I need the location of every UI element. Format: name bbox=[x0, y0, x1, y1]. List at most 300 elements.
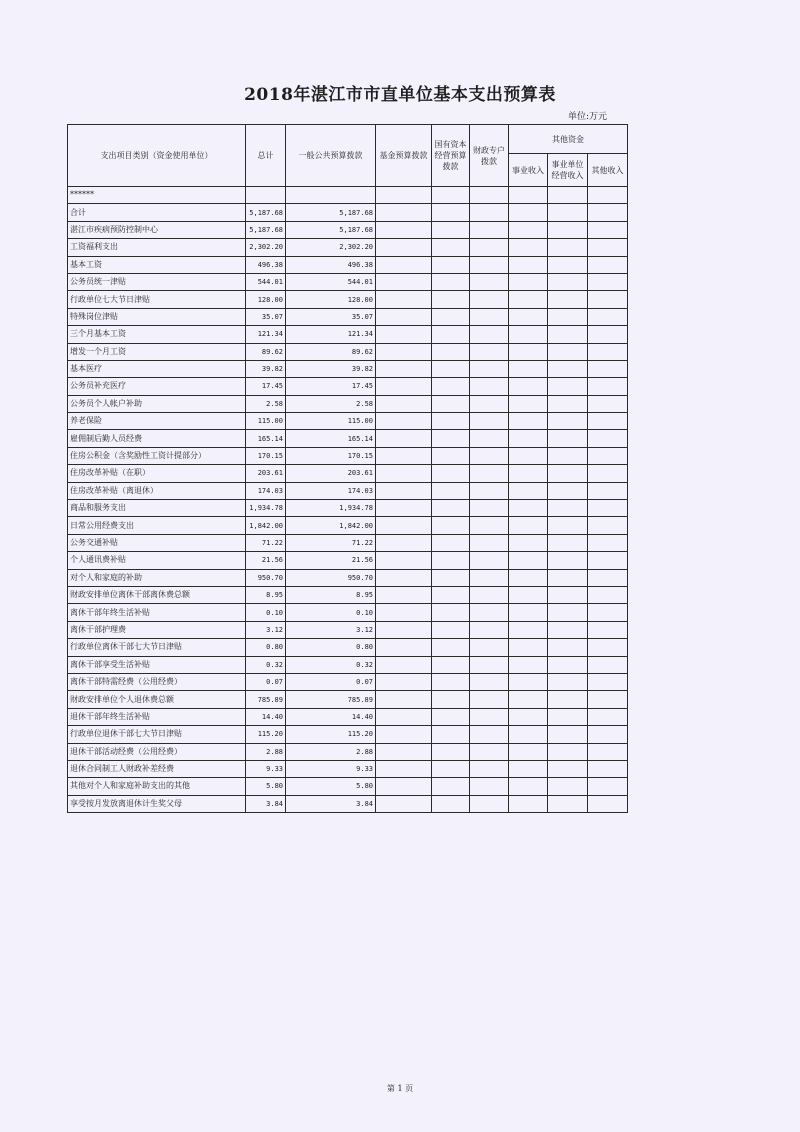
row-empty-cell bbox=[470, 204, 509, 221]
header-state-capital: 国有资本经营预算拨款 bbox=[432, 125, 470, 187]
table-body bbox=[68, 187, 628, 813]
row-category: ****** bbox=[68, 187, 246, 204]
row-empty-cell bbox=[548, 204, 588, 221]
row-general-budget: 1,842.00 bbox=[286, 517, 376, 534]
row-empty-cell bbox=[470, 291, 509, 308]
row-empty-cell bbox=[376, 326, 432, 343]
row-empty-cell bbox=[509, 239, 548, 256]
row-empty-cell bbox=[548, 239, 588, 256]
row-general-budget: 0.80 bbox=[286, 639, 376, 656]
row-general-budget: 3.84 bbox=[286, 795, 376, 812]
row-empty-cell bbox=[548, 256, 588, 273]
row-empty-cell bbox=[376, 360, 432, 377]
table-row bbox=[68, 239, 628, 256]
table-row bbox=[68, 187, 628, 204]
row-empty-cell bbox=[548, 447, 588, 464]
row-empty-cell bbox=[470, 691, 509, 708]
row-empty-cell bbox=[509, 395, 548, 412]
row-empty-cell bbox=[376, 343, 432, 360]
row-empty-cell bbox=[470, 726, 509, 743]
row-empty-cell bbox=[470, 447, 509, 464]
row-empty-cell bbox=[470, 221, 509, 238]
row-category: 离休干部享受生活补贴 bbox=[68, 656, 246, 673]
table-row bbox=[68, 482, 628, 499]
row-category: 三个月基本工资 bbox=[68, 326, 246, 343]
row-empty-cell bbox=[376, 708, 432, 725]
row-category: 退休干部活动经费（公用经费） bbox=[68, 743, 246, 760]
row-empty-cell bbox=[588, 413, 628, 430]
row-category: 合计 bbox=[68, 204, 246, 221]
row-empty-cell bbox=[588, 726, 628, 743]
row-general-budget: 35.07 bbox=[286, 308, 376, 325]
row-empty-cell bbox=[548, 343, 588, 360]
row-general-budget: 165.14 bbox=[286, 430, 376, 447]
row-empty-cell bbox=[432, 378, 470, 395]
row-empty-cell bbox=[588, 586, 628, 603]
row-category: 工资福利支出 bbox=[68, 239, 246, 256]
row-empty-cell bbox=[376, 308, 432, 325]
row-general-budget: 174.03 bbox=[286, 482, 376, 499]
row-empty-cell bbox=[432, 569, 470, 586]
row-category: 个人通讯费补贴 bbox=[68, 552, 246, 569]
table-row bbox=[68, 221, 628, 238]
row-empty-cell bbox=[470, 534, 509, 551]
row-empty-cell bbox=[509, 691, 548, 708]
row-empty-cell bbox=[588, 552, 628, 569]
row-general-budget: 0.10 bbox=[286, 604, 376, 621]
row-empty-cell bbox=[548, 430, 588, 447]
row-empty-cell bbox=[376, 273, 432, 290]
row-general-budget: 3.12 bbox=[286, 621, 376, 638]
row-empty-cell bbox=[376, 760, 432, 777]
row-general-budget: 17.45 bbox=[286, 378, 376, 395]
row-empty-cell bbox=[470, 708, 509, 725]
row-empty-cell bbox=[509, 273, 548, 290]
row-category: 商品和服务支出 bbox=[68, 500, 246, 517]
row-empty-cell bbox=[432, 273, 470, 290]
row-empty-cell bbox=[376, 517, 432, 534]
row-empty-cell bbox=[470, 273, 509, 290]
row-empty-cell bbox=[548, 760, 588, 777]
row-general-budget: 121.34 bbox=[286, 326, 376, 343]
row-empty-cell bbox=[509, 378, 548, 395]
row-total: 2.88 bbox=[246, 743, 286, 760]
row-empty-cell bbox=[548, 569, 588, 586]
row-empty-cell bbox=[432, 204, 470, 221]
row-total: 496.38 bbox=[246, 256, 286, 273]
row-category: 住房公积金（含奖励性工资计提部分） bbox=[68, 447, 246, 464]
row-empty-cell bbox=[548, 795, 588, 812]
row-category: 养老保险 bbox=[68, 413, 246, 430]
row-category: 退休合同制工人财政补差经费 bbox=[68, 760, 246, 777]
row-empty-cell bbox=[470, 604, 509, 621]
row-total: 3.84 bbox=[246, 795, 286, 812]
row-empty-cell bbox=[509, 795, 548, 812]
table-row bbox=[68, 500, 628, 517]
row-total: 544.01 bbox=[246, 273, 286, 290]
row-empty-cell bbox=[470, 639, 509, 656]
row-empty-cell bbox=[376, 378, 432, 395]
row-empty-cell bbox=[470, 413, 509, 430]
row-general-budget: 5.80 bbox=[286, 778, 376, 795]
row-general-budget: 71.22 bbox=[286, 534, 376, 551]
row-empty-cell bbox=[588, 673, 628, 690]
row-empty-cell bbox=[470, 778, 509, 795]
row-empty-cell bbox=[509, 517, 548, 534]
row-total: 5,187.68 bbox=[246, 221, 286, 238]
row-empty-cell bbox=[376, 569, 432, 586]
table-row bbox=[68, 360, 628, 377]
row-empty-cell bbox=[432, 726, 470, 743]
row-empty-cell bbox=[432, 465, 470, 482]
table-row bbox=[68, 256, 628, 273]
row-general-budget: 115.20 bbox=[286, 726, 376, 743]
row-empty-cell bbox=[548, 639, 588, 656]
row-general-budget: 170.15 bbox=[286, 447, 376, 464]
row-empty-cell bbox=[376, 430, 432, 447]
row-empty-cell bbox=[470, 465, 509, 482]
row-empty-cell bbox=[588, 447, 628, 464]
row-empty-cell bbox=[548, 221, 588, 238]
row-empty-cell bbox=[548, 726, 588, 743]
header-fund-budget: 基金预算拨款 bbox=[376, 125, 432, 187]
row-empty-cell bbox=[509, 639, 548, 656]
table-row bbox=[68, 343, 628, 360]
row-empty-cell bbox=[509, 778, 548, 795]
table-row bbox=[68, 639, 628, 656]
row-empty-cell bbox=[470, 482, 509, 499]
row-general-budget: 8.95 bbox=[286, 586, 376, 603]
row-empty-cell bbox=[470, 586, 509, 603]
row-total: 1,842.00 bbox=[246, 517, 286, 534]
row-empty-cell bbox=[376, 204, 432, 221]
table-row bbox=[68, 708, 628, 725]
row-empty-cell bbox=[509, 552, 548, 569]
table-row bbox=[68, 621, 628, 638]
row-empty-cell bbox=[432, 586, 470, 603]
page-number: 第 1 页 bbox=[386, 1084, 414, 1093]
row-general-budget: 5,187.68 bbox=[286, 204, 376, 221]
row-category: 离休干部特需经费（公用经费） bbox=[68, 673, 246, 690]
table-row bbox=[68, 291, 628, 308]
row-total: 128.00 bbox=[246, 291, 286, 308]
row-general-budget: 39.82 bbox=[286, 360, 376, 377]
row-empty-cell bbox=[470, 517, 509, 534]
row-empty-cell bbox=[588, 256, 628, 273]
row-empty-cell bbox=[432, 743, 470, 760]
row-empty-cell bbox=[509, 413, 548, 430]
row-total: 5,187.68 bbox=[246, 204, 286, 221]
row-empty-cell bbox=[588, 326, 628, 343]
row-general-budget: 544.01 bbox=[286, 273, 376, 290]
row-total: 9.33 bbox=[246, 760, 286, 777]
row-empty-cell bbox=[548, 187, 588, 204]
row-empty-cell bbox=[588, 534, 628, 551]
row-empty-cell bbox=[509, 308, 548, 325]
row-empty-cell bbox=[588, 308, 628, 325]
row-general-budget: 2,302.20 bbox=[286, 239, 376, 256]
row-empty-cell bbox=[470, 500, 509, 517]
row-empty-cell bbox=[432, 447, 470, 464]
row-category: 行政单位七大节日津贴 bbox=[68, 291, 246, 308]
row-general-budget: 14.40 bbox=[286, 708, 376, 725]
table-row bbox=[68, 552, 628, 569]
row-empty-cell bbox=[376, 413, 432, 430]
row-empty-cell bbox=[509, 221, 548, 238]
row-empty-cell bbox=[470, 621, 509, 638]
row-empty-cell bbox=[470, 656, 509, 673]
row-empty-cell bbox=[432, 517, 470, 534]
header-category: 支出项目类别（资金使用单位） bbox=[68, 125, 246, 187]
row-empty-cell bbox=[432, 500, 470, 517]
table-row bbox=[68, 326, 628, 343]
row-empty-cell bbox=[376, 395, 432, 412]
row-empty-cell bbox=[376, 604, 432, 621]
row-category: 对个人和家庭的补助 bbox=[68, 569, 246, 586]
row-empty-cell bbox=[588, 395, 628, 412]
row-empty-cell bbox=[470, 256, 509, 273]
row-empty-cell bbox=[548, 500, 588, 517]
table-row bbox=[68, 273, 628, 290]
row-general-budget: 2.88 bbox=[286, 743, 376, 760]
row-total: 115.00 bbox=[246, 413, 286, 430]
table-row bbox=[68, 795, 628, 812]
row-empty-cell bbox=[588, 343, 628, 360]
row-empty-cell bbox=[470, 239, 509, 256]
row-empty-cell bbox=[432, 639, 470, 656]
row-empty-cell bbox=[548, 743, 588, 760]
row-empty-cell bbox=[548, 604, 588, 621]
table-row bbox=[68, 378, 628, 395]
row-empty-cell bbox=[509, 343, 548, 360]
row-empty-cell bbox=[509, 621, 548, 638]
row-empty-cell bbox=[470, 760, 509, 777]
row-total: 0.32 bbox=[246, 656, 286, 673]
row-empty-cell bbox=[548, 621, 588, 638]
row-empty-cell bbox=[376, 621, 432, 638]
row-empty-cell bbox=[548, 360, 588, 377]
row-empty-cell bbox=[376, 239, 432, 256]
row-total: 115.20 bbox=[246, 726, 286, 743]
row-empty-cell bbox=[588, 204, 628, 221]
row-empty-cell bbox=[376, 256, 432, 273]
row-category: 享受按月发放离退休计生奖父母 bbox=[68, 795, 246, 812]
row-empty-cell bbox=[548, 465, 588, 482]
row-empty-cell bbox=[470, 343, 509, 360]
row-total: 170.15 bbox=[246, 447, 286, 464]
row-category: 离休干部年终生活补贴 bbox=[68, 604, 246, 621]
row-general-budget: 5,187.68 bbox=[286, 221, 376, 238]
row-empty-cell bbox=[588, 430, 628, 447]
row-empty-cell bbox=[509, 656, 548, 673]
row-total: 203.61 bbox=[246, 465, 286, 482]
row-general-budget: 203.61 bbox=[286, 465, 376, 482]
row-category: 离休干部护理费 bbox=[68, 621, 246, 638]
row-category: 其他对个人和家庭补助支出的其他 bbox=[68, 778, 246, 795]
row-empty-cell bbox=[509, 465, 548, 482]
row-empty-cell bbox=[509, 500, 548, 517]
row-general-budget: 128.00 bbox=[286, 291, 376, 308]
row-empty-cell bbox=[470, 552, 509, 569]
table-row bbox=[68, 534, 628, 551]
row-empty-cell bbox=[588, 273, 628, 290]
row-empty-cell bbox=[376, 656, 432, 673]
row-category: 行政单位退休干部七大节日津贴 bbox=[68, 726, 246, 743]
row-empty-cell bbox=[376, 447, 432, 464]
row-empty-cell bbox=[509, 569, 548, 586]
row-empty-cell bbox=[432, 604, 470, 621]
row-total: 0.10 bbox=[246, 604, 286, 621]
row-empty-cell bbox=[432, 708, 470, 725]
row-category: 公务员个人帐户补助 bbox=[68, 395, 246, 412]
header-other-income: 其他收入 bbox=[588, 154, 628, 187]
row-empty-cell bbox=[548, 778, 588, 795]
row-empty-cell bbox=[548, 413, 588, 430]
row-empty-cell bbox=[470, 378, 509, 395]
row-empty-cell bbox=[432, 187, 470, 204]
row-empty-cell bbox=[548, 586, 588, 603]
row-general-budget: 115.00 bbox=[286, 413, 376, 430]
row-empty-cell bbox=[376, 586, 432, 603]
row-empty-cell bbox=[376, 500, 432, 517]
row-empty-cell bbox=[470, 673, 509, 690]
row-category: 公务员统一津贴 bbox=[68, 273, 246, 290]
row-empty-cell bbox=[470, 308, 509, 325]
row-general-budget: 1,934.78 bbox=[286, 500, 376, 517]
row-empty-cell bbox=[470, 430, 509, 447]
row-empty-cell bbox=[376, 187, 432, 204]
row-category: 雇佣制后勤人员经费 bbox=[68, 430, 246, 447]
row-empty-cell bbox=[548, 291, 588, 308]
row-category: 住房改革补贴（离退休） bbox=[68, 482, 246, 499]
row-total bbox=[246, 187, 286, 204]
row-total: 165.14 bbox=[246, 430, 286, 447]
row-empty-cell bbox=[509, 256, 548, 273]
row-empty-cell bbox=[432, 691, 470, 708]
row-empty-cell bbox=[432, 673, 470, 690]
row-category: 基本工资 bbox=[68, 256, 246, 273]
row-empty-cell bbox=[588, 604, 628, 621]
row-category: 湛江市疾病预防控制中心 bbox=[68, 221, 246, 238]
row-empty-cell bbox=[376, 743, 432, 760]
table-row bbox=[68, 743, 628, 760]
row-empty-cell bbox=[548, 673, 588, 690]
row-empty-cell bbox=[376, 726, 432, 743]
row-empty-cell bbox=[432, 256, 470, 273]
row-empty-cell bbox=[548, 378, 588, 395]
row-empty-cell bbox=[432, 343, 470, 360]
row-empty-cell bbox=[588, 187, 628, 204]
row-empty-cell bbox=[588, 482, 628, 499]
row-empty-cell bbox=[509, 447, 548, 464]
row-empty-cell bbox=[470, 569, 509, 586]
row-empty-cell bbox=[548, 656, 588, 673]
row-general-budget: 9.33 bbox=[286, 760, 376, 777]
row-total: 785.89 bbox=[246, 691, 286, 708]
header-career-income: 事业收入 bbox=[509, 154, 548, 187]
row-empty-cell bbox=[376, 778, 432, 795]
row-empty-cell bbox=[432, 621, 470, 638]
unit-label: 单位:万元 bbox=[568, 112, 608, 122]
row-empty-cell bbox=[509, 360, 548, 377]
row-general-budget: 0.32 bbox=[286, 656, 376, 673]
row-general-budget: 0.07 bbox=[286, 673, 376, 690]
row-empty-cell bbox=[470, 743, 509, 760]
page-title: 2018年湛江市市直单位基本支出预算表 bbox=[244, 85, 556, 105]
row-total: 21.56 bbox=[246, 552, 286, 569]
row-empty-cell bbox=[432, 795, 470, 812]
row-empty-cell bbox=[432, 552, 470, 569]
row-general-budget bbox=[286, 187, 376, 204]
row-empty-cell bbox=[588, 621, 628, 638]
row-category: 公务交通补贴 bbox=[68, 534, 246, 551]
row-empty-cell bbox=[588, 517, 628, 534]
row-empty-cell bbox=[376, 534, 432, 551]
row-empty-cell bbox=[588, 378, 628, 395]
row-empty-cell bbox=[588, 500, 628, 517]
row-general-budget: 2.58 bbox=[286, 395, 376, 412]
row-empty-cell bbox=[588, 795, 628, 812]
row-empty-cell bbox=[376, 291, 432, 308]
row-total: 39.82 bbox=[246, 360, 286, 377]
table-row bbox=[68, 465, 628, 482]
table-row bbox=[68, 604, 628, 621]
row-empty-cell bbox=[548, 708, 588, 725]
row-empty-cell bbox=[432, 534, 470, 551]
row-total: 2,302.20 bbox=[246, 239, 286, 256]
row-total: 1,934.78 bbox=[246, 500, 286, 517]
row-total: 121.34 bbox=[246, 326, 286, 343]
header-special-account: 财政专户拨款 bbox=[470, 125, 509, 187]
table-row bbox=[68, 204, 628, 221]
table-row bbox=[68, 586, 628, 603]
row-empty-cell bbox=[470, 360, 509, 377]
row-empty-cell bbox=[548, 326, 588, 343]
table-row bbox=[68, 413, 628, 430]
row-total: 174.03 bbox=[246, 482, 286, 499]
row-total: 5.80 bbox=[246, 778, 286, 795]
row-general-budget: 496.38 bbox=[286, 256, 376, 273]
budget-table bbox=[67, 124, 628, 813]
row-empty-cell bbox=[588, 221, 628, 238]
row-category: 公务员补充医疗 bbox=[68, 378, 246, 395]
row-empty-cell bbox=[376, 639, 432, 656]
row-category: 退休干部年终生活补贴 bbox=[68, 708, 246, 725]
row-empty-cell bbox=[432, 656, 470, 673]
table-row bbox=[68, 308, 628, 325]
row-empty-cell bbox=[588, 760, 628, 777]
row-empty-cell bbox=[470, 795, 509, 812]
row-empty-cell bbox=[376, 691, 432, 708]
row-total: 0.07 bbox=[246, 673, 286, 690]
row-empty-cell bbox=[548, 395, 588, 412]
row-empty-cell bbox=[376, 552, 432, 569]
header-operating-income: 事业单位经营收入 bbox=[548, 154, 588, 187]
table-row bbox=[68, 778, 628, 795]
row-empty-cell bbox=[432, 291, 470, 308]
row-empty-cell bbox=[588, 691, 628, 708]
row-empty-cell bbox=[588, 239, 628, 256]
row-empty-cell bbox=[509, 586, 548, 603]
row-empty-cell bbox=[509, 743, 548, 760]
row-empty-cell bbox=[509, 430, 548, 447]
header-total: 总计 bbox=[246, 125, 286, 187]
row-empty-cell bbox=[432, 413, 470, 430]
row-general-budget: 950.70 bbox=[286, 569, 376, 586]
row-category: 增发一个月工资 bbox=[68, 343, 246, 360]
row-empty-cell bbox=[548, 691, 588, 708]
row-empty-cell bbox=[432, 221, 470, 238]
